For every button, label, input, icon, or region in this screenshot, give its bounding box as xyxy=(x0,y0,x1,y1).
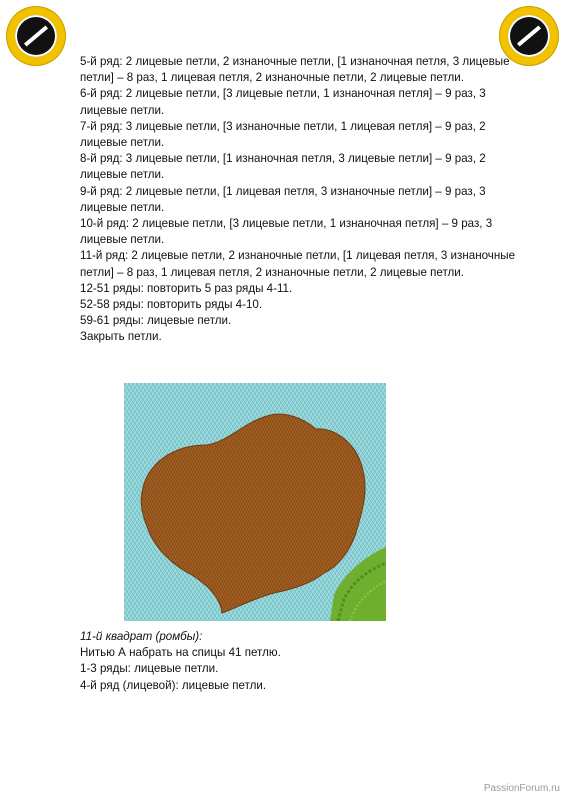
row-8: 8-й ряд: 3 лицевые петли, [1 изнаночная петля, 3 лицевые петли] – 9 раз, 2 лицевые петли. xyxy=(80,152,486,182)
knitted-square-photo xyxy=(124,383,386,621)
rows-12-51: 12-51 ряды: повторить 5 раз ряды 4-11. xyxy=(80,281,293,295)
row-5: 5-й ряд: 2 лицевые петли, 2 изнаночные петли, [1 изнаночная петля, 3 лицевые петли] – 8 раз, 1 лицевая петля, 2 изнаночные петли, 2 лицевые петли. xyxy=(80,55,510,85)
row-9: 9-й ряд: 2 лицевые петли, [1 лицевая петля, 3 изнаночные петли] – 9 раз, 3 лицевые петли. xyxy=(80,184,486,214)
section-heading: 11-й квадрат (ромбы): xyxy=(80,630,203,643)
stamp-logo-left xyxy=(6,6,66,66)
square-11-section xyxy=(80,629,530,694)
rows-1-3-line: 1-3 ряды: лицевые петли. xyxy=(80,662,219,676)
row-11: 11-й ряд: 2 лицевые петли, 2 изнаночные петли, [1 лицевая петля, 3 изнаночные петли] – 8 раз, 1 лицевая петля, 2 изнаночные петли, 2 лицевые петли. xyxy=(80,249,516,279)
row-10: 10-й ряд: 2 лицевые петли, [3 лицевые петли, 1 изнаночная петля] – 9 раз, 3 лицевые петли. xyxy=(80,217,493,247)
rows-59-61: 59-61 ряды: лицевые петли. xyxy=(80,314,232,328)
bind-off: Закрыть петли. xyxy=(80,330,162,344)
rows-52-58: 52-58 ряды: повторить ряды 4-10. xyxy=(80,298,263,312)
row-7: 7-й ряд: 3 лицевые петли, [3 изнаночные петли, 1 лицевая петля] – 9 раз, 2 лицевые петли. xyxy=(80,119,486,150)
row-6: 6-й ряд: 2 лицевые петли, [3 лицевые петли, 1 изнаночная петля] – 9 раз, 3 лицевые петли. xyxy=(80,87,486,117)
pattern-rows xyxy=(80,54,530,346)
row-4-line: 4-й ряд (лицевой): лицевые петли. xyxy=(80,678,267,692)
cast-on-line: Нитью А набрать на спицы 41 петлю. xyxy=(80,646,281,660)
watermark-text: PassionForum.ru xyxy=(483,783,560,794)
